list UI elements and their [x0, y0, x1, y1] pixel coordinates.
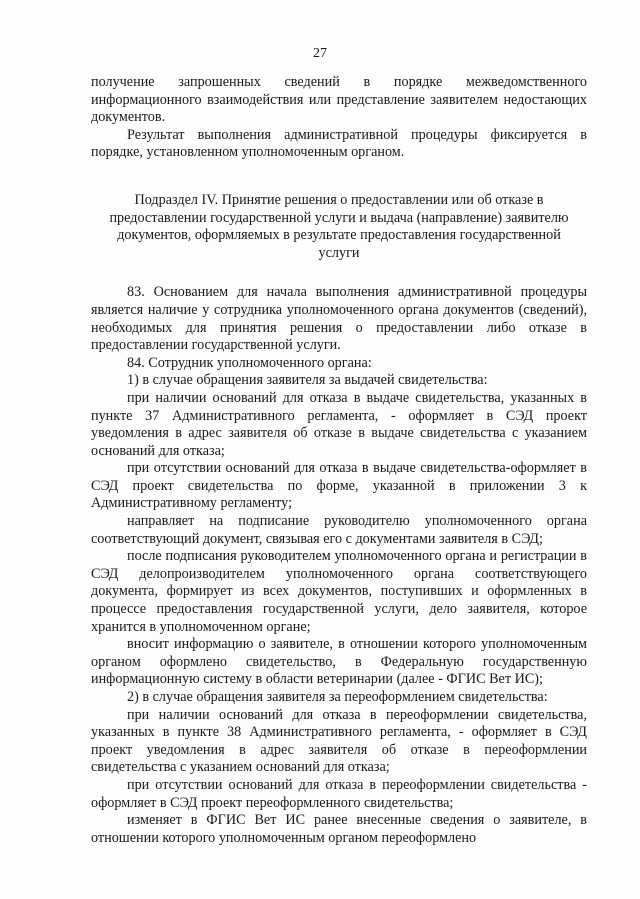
- paragraph: направляет на подписание руководителю уполномоченного органа соответствующий документ, связывая его с документами заявителя в СЭД;: [91, 513, 587, 547]
- paragraph: 2) в случае обращения заявителя за переоформлением свидетельства:: [127, 689, 548, 705]
- paragraph: при отсутствии оснований для отказа в выдаче свидетельства-оформляет в СЭД проект свидетельства по форме, указанной в приложении 3 к Административному регламенту;: [91, 460, 587, 512]
- paragraph: после подписания руководителем уполномоченного органа и регистрации в СЭД делопроизводителем уполномоченного органа соответствующего документа, формирует из всех документов, поступивших и оформленных в процессе предоставления государственной услуги, дело заявителя, которое хранится в уполномоченном органе;: [91, 548, 587, 635]
- paragraph: при наличии оснований для отказа в выдаче свидетельства, указанных в пункте 37 Административного регламента, - оформляет в СЭД проект уведомления в адрес заявителя об отказе в выдаче свидетельства с указанием оснований для отказа;: [91, 389, 587, 459]
- paragraph: 83. Основанием для начала выполнения административной процедуры является наличие у сотрудника уполномоченного органа документов (сведений), необходимых для принятия решения о предоставлении либо отказе в предоставлении государственной услуги.: [91, 284, 587, 354]
- paragraph: при наличии оснований для отказа в переоформлении свидетельства, указанных в пункте 38 Административного регламента, - оформляет в СЭД проект уведомления в адрес заявителя об отказе в переоформлении свидетельства с указанием оснований для отказа;: [91, 706, 587, 776]
- paragraph: Результат выполнения административной процедуры фиксируется в порядке, установленном уполномоченным органом.: [91, 126, 587, 161]
- paragraph: изменяет в ФГИС Вет ИС ранее внесенные сведения о заявителе, в отношении которого уполномоченным органом переоформлено: [91, 812, 587, 846]
- paragraph: вносит информацию о заявителе, в отношении которого уполномоченным органом оформлено свидетельство, в Федеральную государственную информационную систему в области ветеринарии (далее - ФГИС Вет ИС);: [91, 636, 587, 688]
- page-number: 27: [313, 46, 327, 61]
- document-body: [91, 74, 587, 847]
- paragraph: 1) в случае обращения заявителя за выдачей свидетельства:: [127, 372, 488, 389]
- paragraph: получение запрошенных сведений в порядке межведомственного информационного взаимодействия или представление заявителем недостающих документов.: [91, 74, 587, 126]
- paragraph: при отсутствии оснований для отказа в переоформлении свидетельства - оформляет в СЭД проект переоформленного свидетельства;: [91, 776, 587, 811]
- paragraph: 84. Сотрудник уполномоченного органа:: [127, 354, 372, 371]
- section-heading: Подраздел IV. Принятие решения о предоставлении или об отказе в предоставлении государственной услуги и выдача (направление) заявителю документов, оформляемых в результате предоставления государственной услуги: [109, 191, 569, 261]
